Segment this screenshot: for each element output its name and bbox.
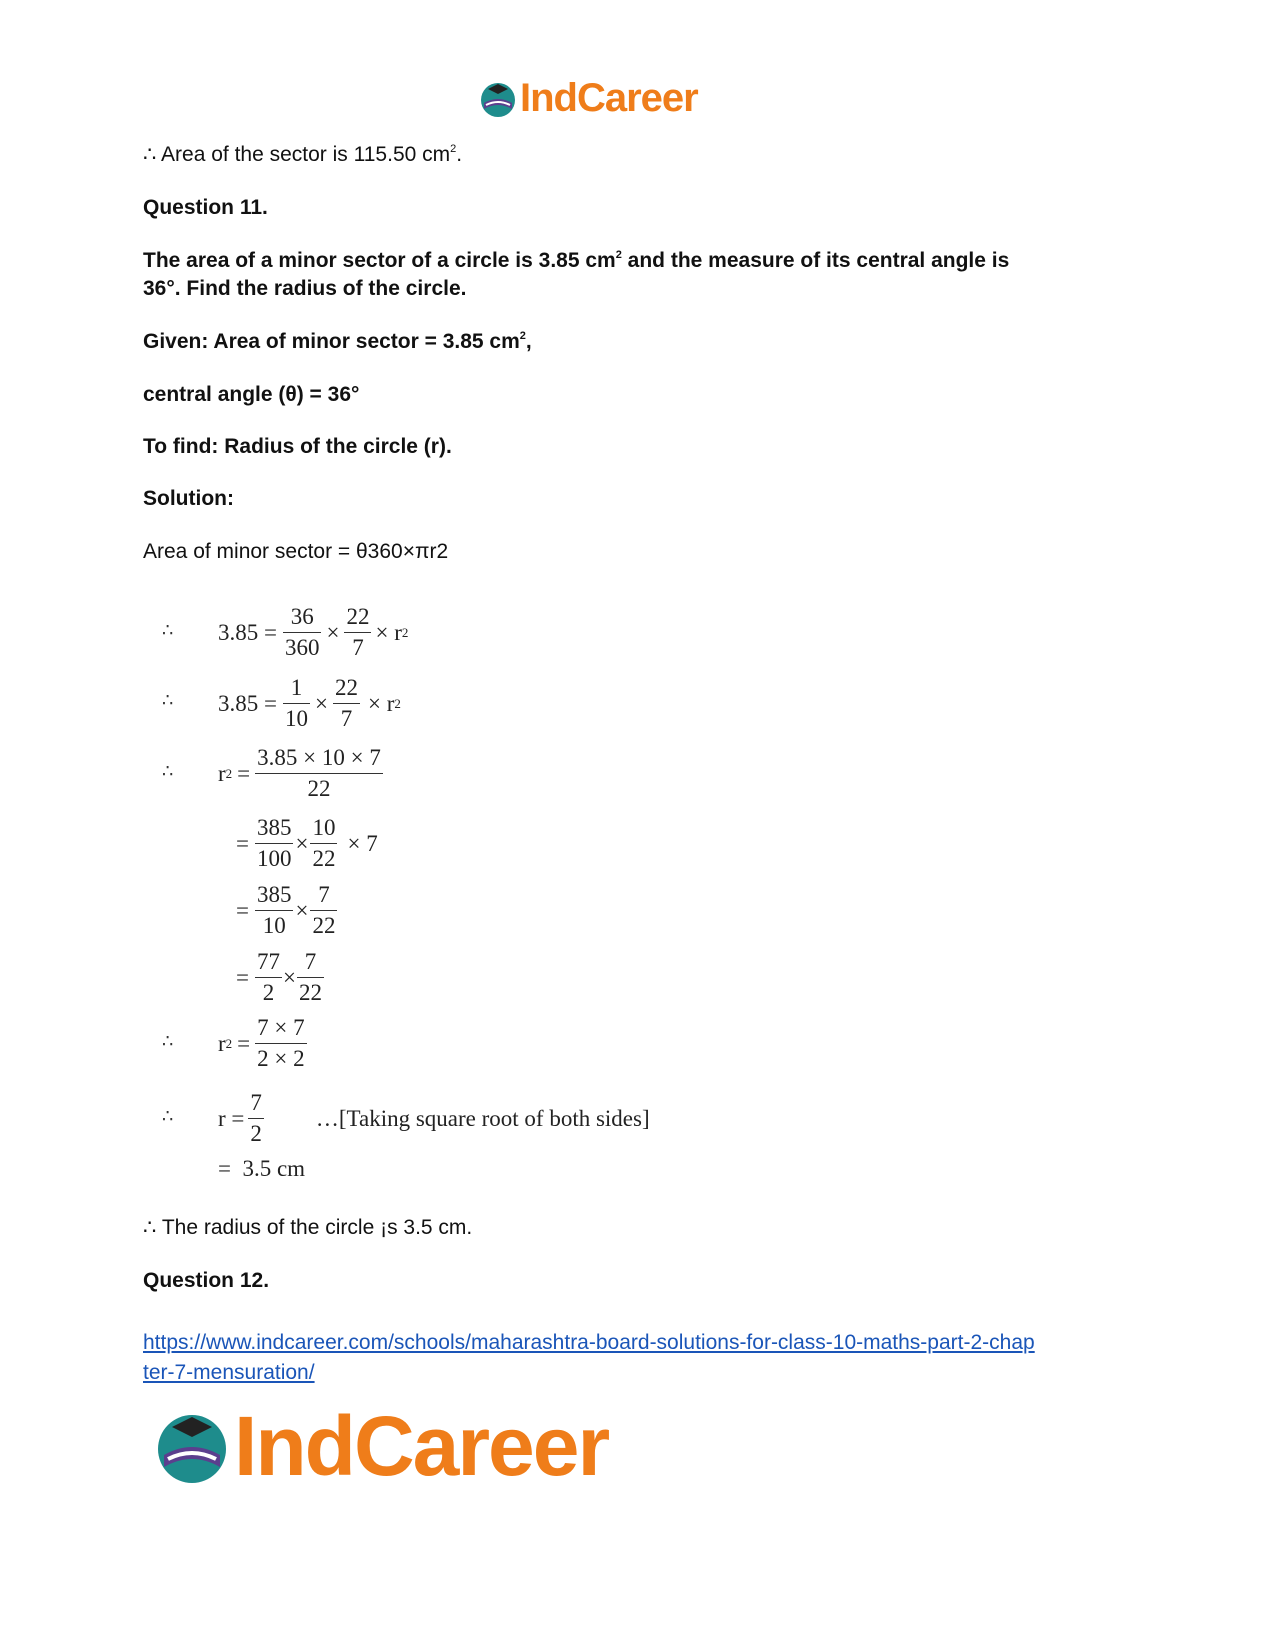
fraction: $\frac{10}{22}$ xyxy=(312,815,336,871)
fraction: $\frac{1}{10}$ xyxy=(284,675,308,731)
math-step-3: r 2 = $\frac{3.85 \times 10 \times 7}{22}$ xyxy=(218,743,383,804)
header-logo-text: IndCareer xyxy=(520,76,698,120)
fraction: $\frac{7}{22}$ xyxy=(312,882,336,938)
given-line: Given: Area of minor sector = 3.85 $cm^2$, xyxy=(143,330,532,353)
globe-book-icon xyxy=(152,1407,232,1487)
math-step-5: = $\frac{385}{10}$ × $\frac{7}{22}$ xyxy=(236,880,337,941)
math-step-9: = 3.5 cm xyxy=(218,1156,306,1181)
globe-book-icon xyxy=(478,79,518,119)
math-step-7: r 2 = $\frac{7 \times 7}{2 \times 2}$ xyxy=(218,1013,307,1074)
fraction: $\frac{22}{7}$ xyxy=(334,675,358,731)
question-11-text: The area of a minor sector of a circle is 3.85 $cm^2$ and the measure of its central angle is xyxy=(143,249,1010,272)
math-step-2: 3.85 = $\frac{1}{10}$ × $\frac{22}{7}$ × r 2 xyxy=(218,673,401,734)
fraction: $\frac{385}{100}$ xyxy=(256,815,292,871)
formula-line: Area of minor sector = θ360×πr2 xyxy=(143,540,449,563)
header-logo xyxy=(478,76,698,121)
question-12-title: Question 12. xyxy=(143,1269,270,1292)
math-step-4: = $\frac{385}{100}$ × $\frac{10}{22}$ × 7 xyxy=(236,813,378,874)
question-11-text-cont: 36°. Find the radius of the circle. xyxy=(143,277,467,300)
therefore-symbol: ∴ xyxy=(162,1031,174,1052)
conclusion-line: ∴ The radius of the circle ¡s 3.5 cm. xyxy=(143,1216,473,1239)
fraction: $\frac{7 \times 7}{2 \times 2}$ xyxy=(257,1015,305,1071)
therefore-symbol: ∴ xyxy=(162,1106,174,1127)
fraction: $\frac{7}{2}$ xyxy=(250,1090,262,1146)
to-find-line: To find: Radius of the circle (r). xyxy=(143,435,452,458)
therefore-symbol: ∴ xyxy=(162,690,174,711)
question-11-title: Question 11. xyxy=(143,196,268,219)
fraction: $\frac{22}{7}$ xyxy=(346,604,370,660)
fraction: $\frac{385}{10}$ xyxy=(256,882,292,938)
therefore-symbol: ∴ xyxy=(162,761,174,782)
footer-logo-text: IndCareer xyxy=(234,1399,609,1493)
central-angle-line: central angle (θ) = 36° xyxy=(143,383,360,406)
solution-heading: Solution: xyxy=(143,487,234,510)
math-step-1: 3.85 = $\frac{36}{360}$ × $\frac{22}{7}$ × r 2 xyxy=(218,602,408,663)
fraction: $\frac{3.85 \times 10 \times 7}{22}$ xyxy=(257,745,381,801)
footer-logo xyxy=(152,1398,608,1495)
source-link[interactable]: https://www.indcareer.com/schools/maharashtra-board-solutions-for-class-10-maths-part-2-chap ter-7-mensuration/ xyxy=(143,1331,1035,1384)
sector-area-line: ∴ Area of the sector is 115.50 $cm^2$. xyxy=(143,143,463,166)
math-step-8: r = $\frac{7}{2}$ …[Taking square root of both sides] xyxy=(218,1088,650,1149)
fraction: $\frac{36}{360}$ xyxy=(284,604,320,660)
therefore-symbol: ∴ xyxy=(162,620,174,641)
math-step-6: = $\frac{77}{2}$ × $\frac{7}{22}$ xyxy=(236,947,324,1008)
fraction: $\frac{77}{2}$ xyxy=(256,949,280,1005)
fraction: $\frac{7}{22}$ xyxy=(298,949,322,1005)
